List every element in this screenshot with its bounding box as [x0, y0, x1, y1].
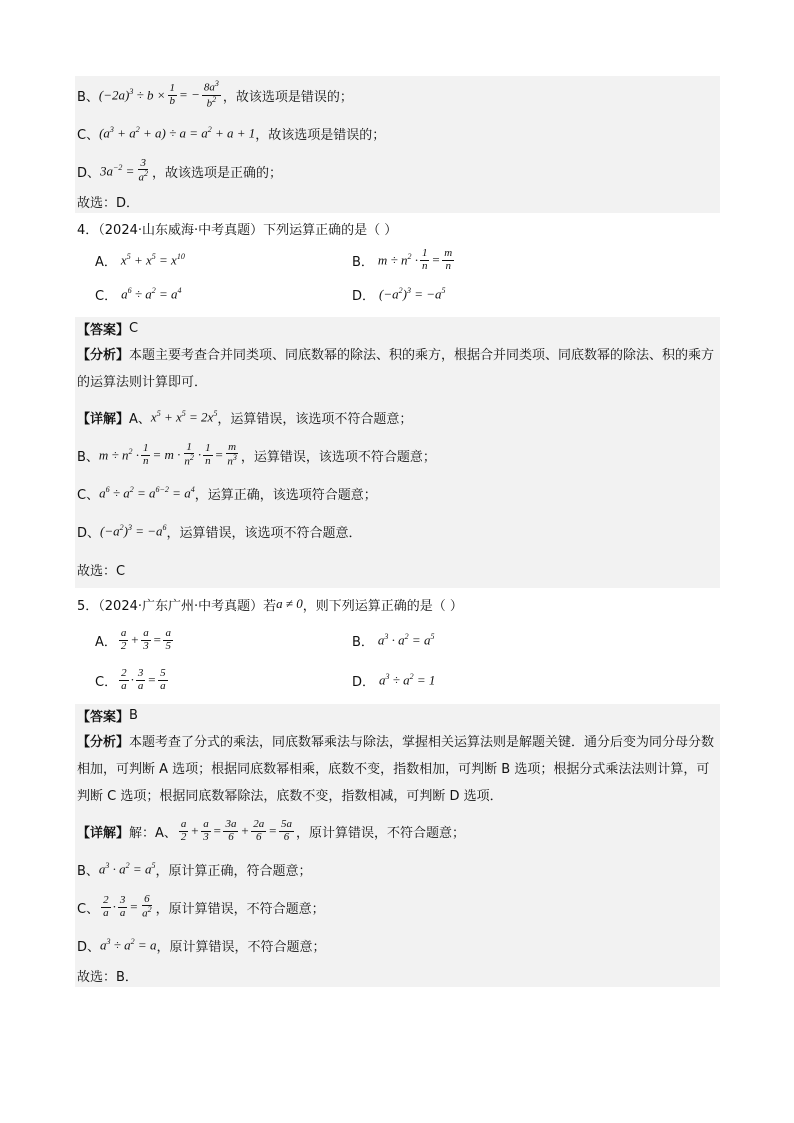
- q4-option-c: C． $a^6 \div a^2 = a^4$: [95, 285, 182, 304]
- q4-option-b: B． $m \div n^2$ · $\frac{1}{n}$ = $\frac{m}{n}$: [352, 246, 453, 272]
- q5-option-c: C． $\frac{2}{a}$ · $\frac{3}{a}$ = $\frac{5}{a}$: [95, 666, 166, 692]
- q5-option-d: D． $a^3 \div a^2 = 1$: [352, 671, 436, 690]
- q5-analysis: 【分析】本题考查了分式的乘法，同底数幂乘法与除法，掌握相关运算法则是解题关键．通分后变为同分母分数相加，可判断 A 选项；根据同底数幂相乘，底数不变，指数相加，可判断 B 选项；根据分式乘法法则计算，可判断 C 选项；根据同底数幂除法，底数不变，指数相减，可判断 D 选项．: [75, 727, 720, 812]
- q5-answer: 【答案】 B: [75, 704, 720, 727]
- q5-stem: 5．（2024·广东广州·中考真题）若 a ≠ 0 ，则下列运算正确的是（ ）: [77, 596, 463, 614]
- q4-stem: 4．（2024·山东威海·中考真题）下列运算正确的是（ ）: [77, 222, 398, 238]
- q5-option-b: B． $a^3 \cdot a^2 = a^5$: [352, 631, 435, 650]
- q5-options-row1: [75, 620, 720, 660]
- q5-detail-a: 【详解】 解：A、 $\frac{a}{2}$ + $\frac{a}{3}$ = $\frac{3a}{6}$ + $\frac{2a}{6}$ = $\frac{5a}{6}$ ，原计算错误，不符合题意；: [75, 812, 720, 850]
- q5-detail-c: C、 $\frac{2}{a}$ · $\frac{3}{a}$ = $\frac{6}{a^2}$ ，原计算错误，不符合题意；: [75, 888, 720, 926]
- formula: $(-2a)^3 \div b$ ×: [98, 86, 166, 103]
- q4-analysis: 【分析】本题主要考查合并同类项、同底数幂的除法、积的乘方，根据合并同类项、同底数幂的除法、积的乘方的运算法则计算即可．: [75, 340, 720, 398]
- formula: $3a^{-2}$ =: [100, 162, 135, 179]
- q5-detail-d: D、 $a^3 \div a^2 = a$ ，原计算错误，不符合题意；: [75, 926, 720, 964]
- q4-options-row1: [75, 243, 720, 277]
- q4-detail-c: C、 $a^6 \div a^2 = a^{6-2} = a^4$ ，运算正确，该选项符合题意；: [75, 474, 720, 512]
- q4-detail-a: 【详解】 A、 $x^5 + x^5 = 2x^5$ ，运算错误，该选项不符合题意；: [75, 398, 720, 436]
- q5-options-row2: [75, 660, 720, 700]
- formula: $(a^3 + a^2 + a) \div a = a^2 + a + 1$: [99, 124, 256, 141]
- q4-answer: 【答案】 C: [75, 317, 720, 340]
- q4-option-a: A． $x^5 + x^5 = x^{10}$: [95, 251, 185, 270]
- document-page: [75, 76, 720, 987]
- prev-solution-c: C、 $(a^3 + a^2 + a) \div a = a^2 + a + 1$ ，故该选项是错误的；: [75, 114, 720, 152]
- q4-detail-b: B、 $m \div n^2$ · $\frac{1}{n}$ = m · $\frac{1}{n^2}$ · $\frac{1}{n}$ = $\frac{m}{n^3}$ ，运算错误，该选项不符合题意；: [75, 436, 720, 474]
- q4-option-d: D． $(-a^2)^3 = -a^5$: [352, 285, 446, 304]
- prev-solution-b: B、 $(-2a)^3 \div b$ × $\frac{1}{b}$ = − $\frac{8a^3}{b^2}$ ，故该选项是错误的；: [75, 76, 720, 114]
- q4-select: 故选：C: [75, 550, 720, 588]
- q4-options-row2: [75, 277, 720, 311]
- prev-solution-d: D、 $3a^{-2}$ = $\frac{3}{a^2}$ ，故该选项是正确的；: [75, 152, 720, 190]
- q5-detail-b: B、 $a^3 \cdot a^2 = a^5$ ，原计算正确，符合题意；: [75, 850, 720, 888]
- prev-select: 故选：D．: [75, 190, 720, 213]
- q4-detail-d: D、 $(-a^2)^3 = -a^6$ ，运算错误，该选项不符合题意．: [75, 512, 720, 550]
- q5-option-a: A． $\frac{a}{2}$ + $\frac{a}{3}$ = $\frac{a}{5}$: [95, 626, 171, 652]
- q5-select: 故选：B．: [75, 964, 720, 987]
